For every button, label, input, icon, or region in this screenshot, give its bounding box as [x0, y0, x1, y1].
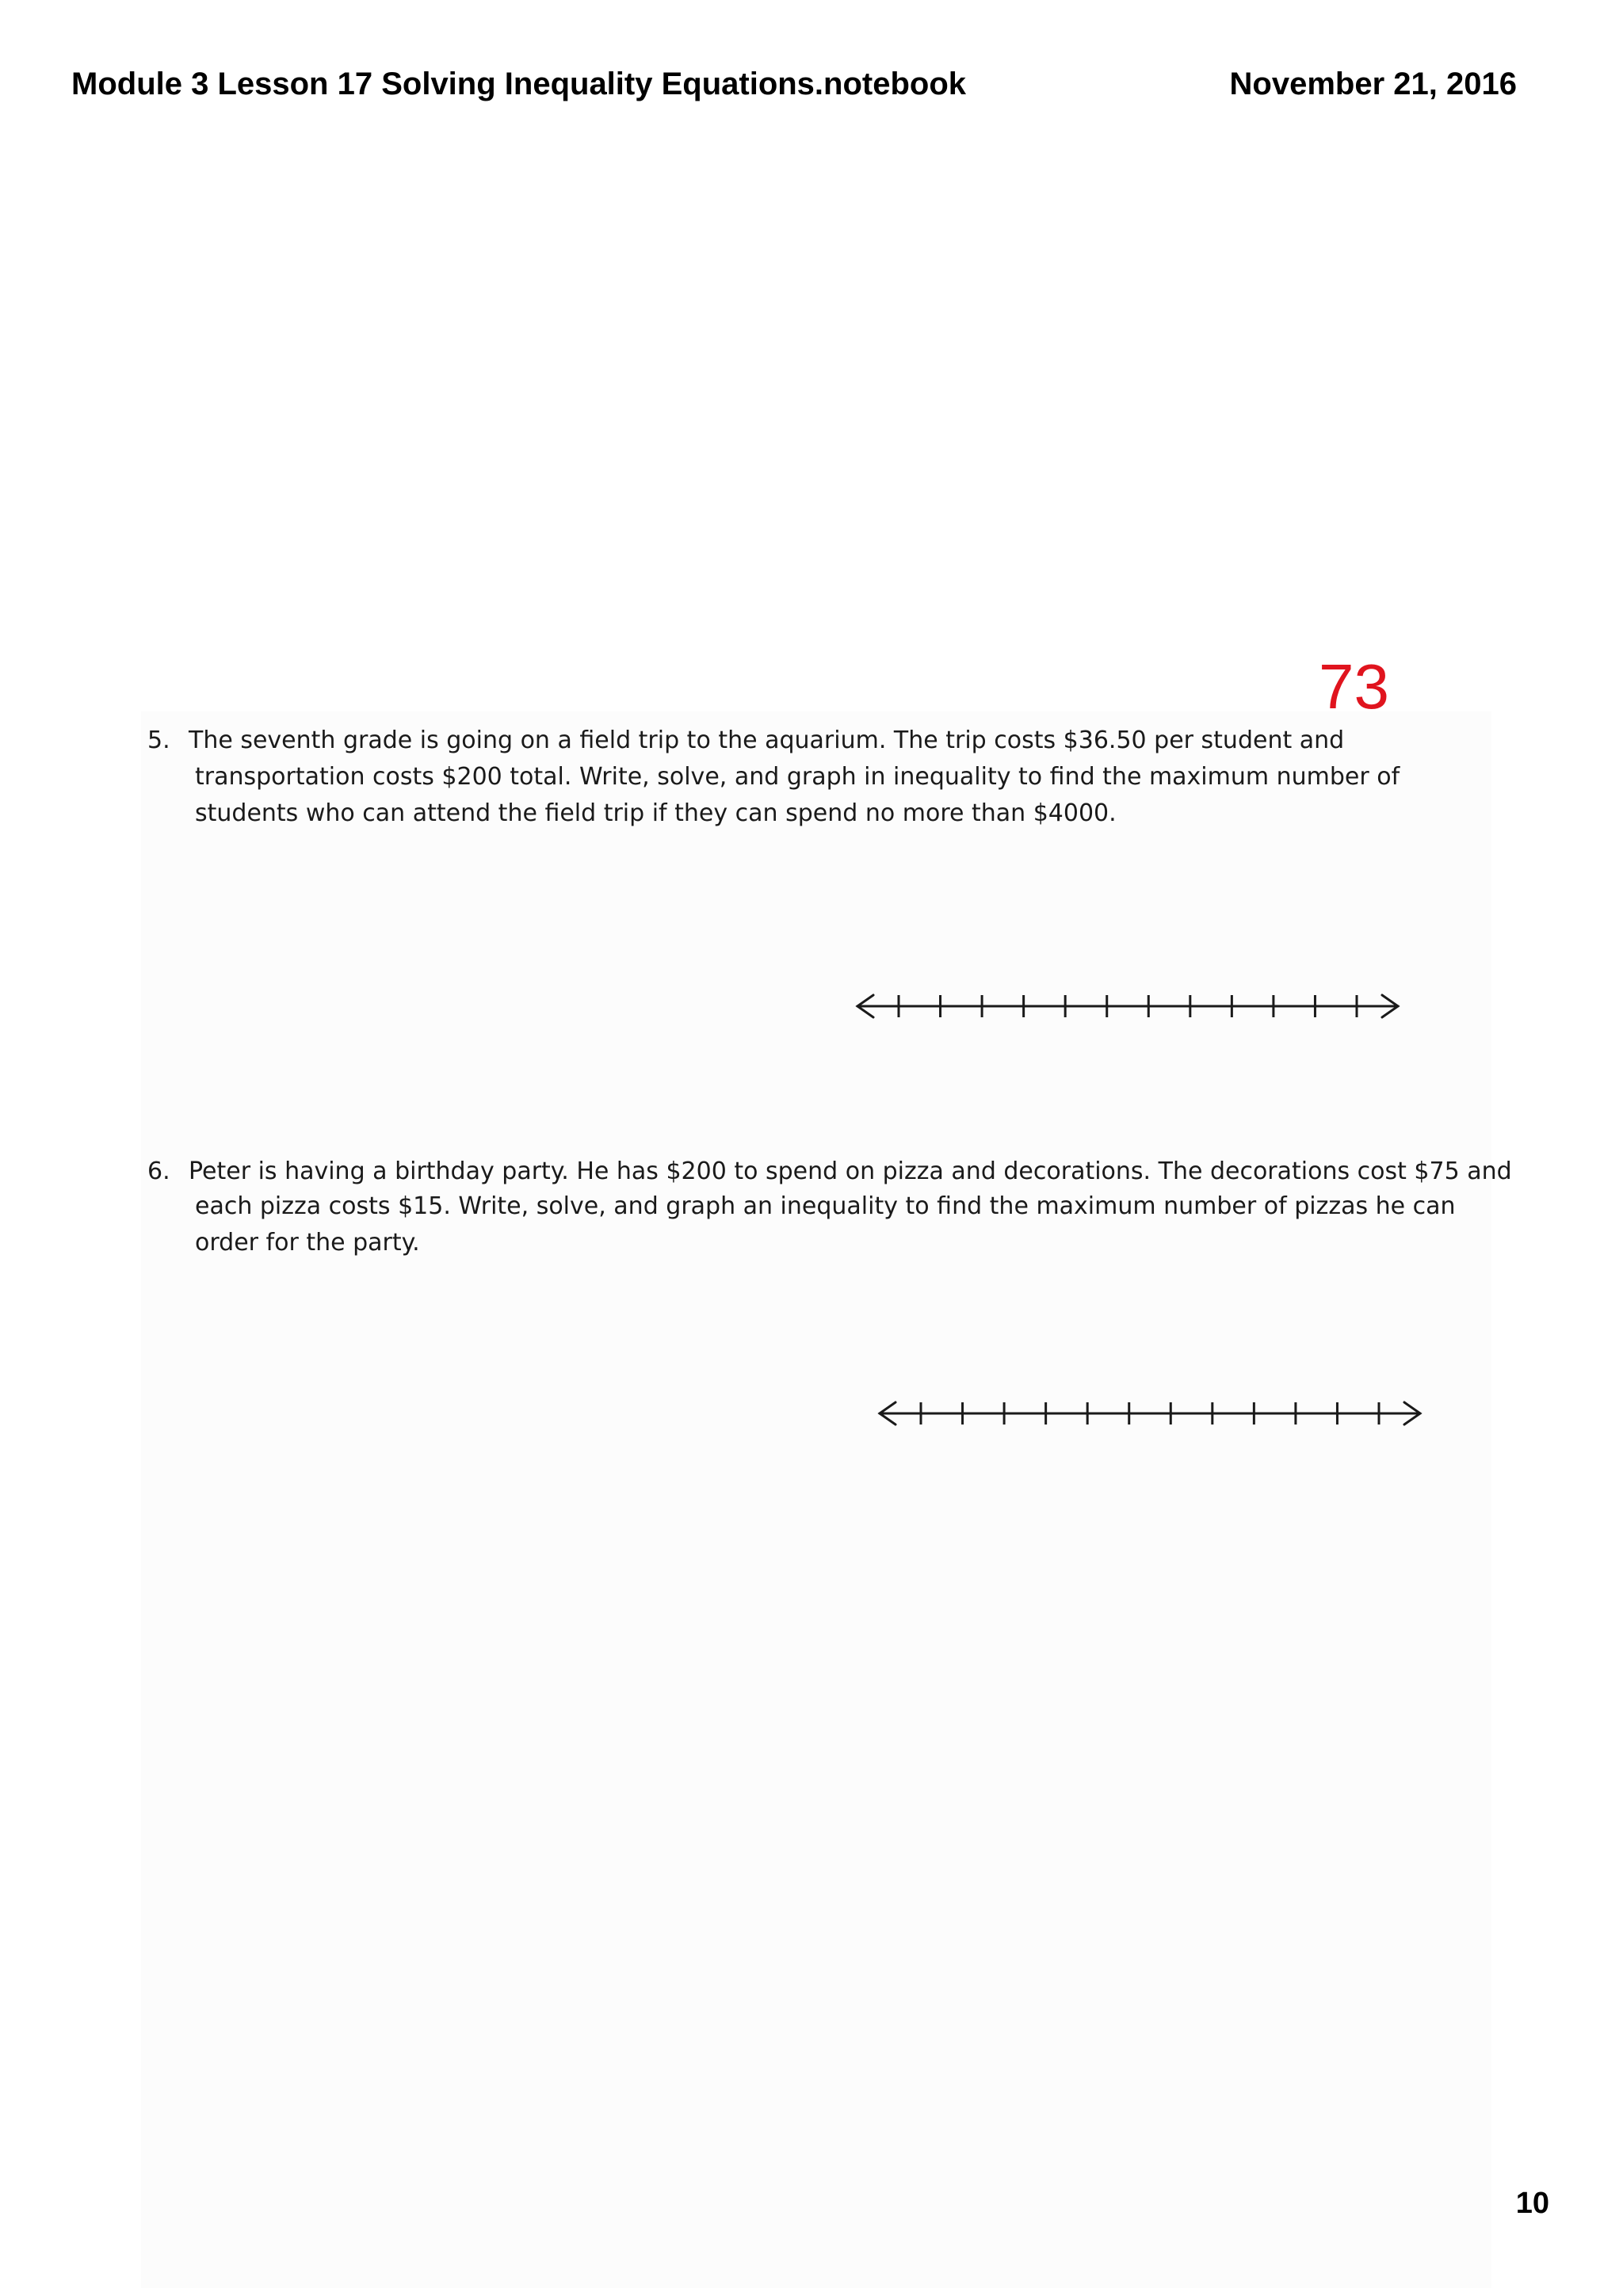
problem-text-line: each pizza costs $15. Write, solve, and graph an inequality to find the maximum number of pizzas he can: [195, 1192, 1456, 1220]
document-title: Module 3 Lesson 17 Solving Inequality Equations.notebook: [71, 67, 967, 101]
number-line-5: [854, 990, 1409, 1022]
problem-text-line: Peter is having a birthday party. He has $200 to spend on pizza and decorations. The decorations cost $75 and: [189, 1158, 1512, 1185]
problem-number: 5.: [147, 727, 170, 754]
document-date: November 21, 2016: [1229, 67, 1517, 101]
number-line-axis: [857, 995, 1398, 1017]
handwritten-annotation: 73: [1319, 651, 1389, 722]
problem-text-line: students who can attend the field trip if they can spend no more than $4000.: [195, 799, 1117, 827]
number-line-axis: [880, 1402, 1420, 1425]
problem-6: [147, 1154, 1512, 1272]
number-line-6: [876, 1398, 1431, 1429]
page-number: 10: [1515, 2187, 1549, 2220]
problem-5: [147, 723, 1495, 841]
problem-number: 6.: [147, 1158, 170, 1185]
problem-text-line: order for the party.: [195, 1229, 420, 1257]
worksheet-panel: [141, 711, 1491, 2288]
problem-text-line: transportation costs $200 total. Write, solve, and graph in inequality to find the maximum number of: [195, 763, 1400, 791]
problem-text-line: The seventh grade is going on a field trip to the aquarium. The trip costs $36.50 per student and: [189, 727, 1345, 754]
